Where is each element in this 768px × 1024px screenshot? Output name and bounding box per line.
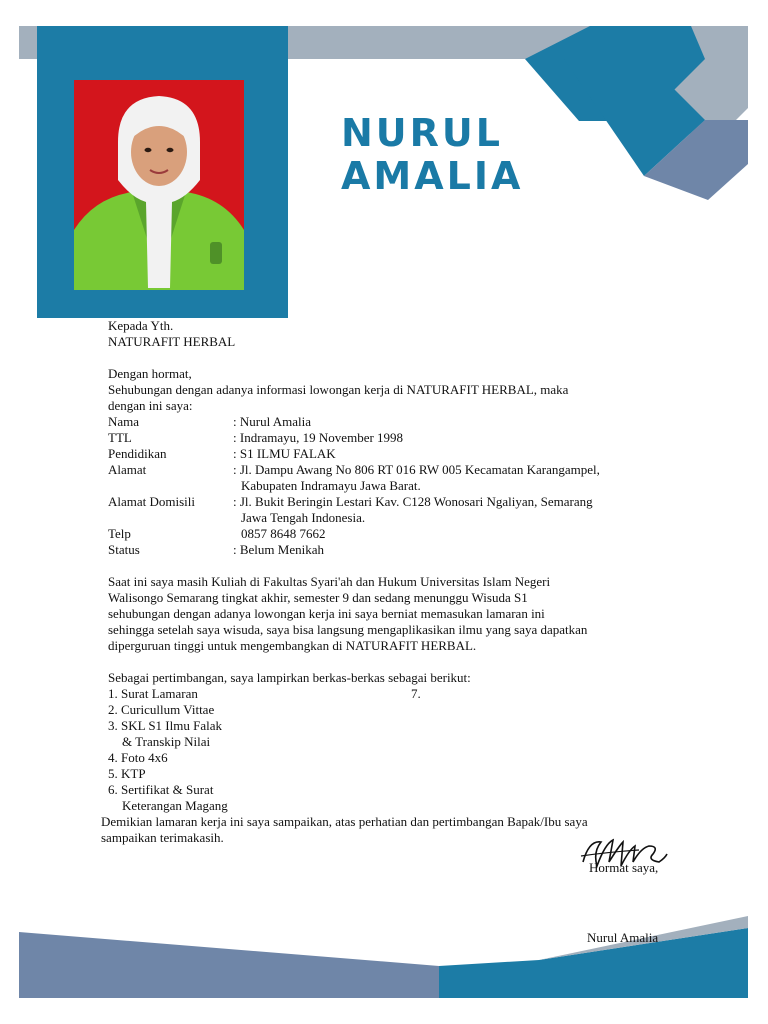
- attachment-item-continued: Keterangan Magang: [122, 798, 228, 813]
- greeting: Dengan hormat,: [108, 366, 192, 381]
- attachment-stray-number: 7.: [411, 686, 421, 701]
- detail-label: Status: [108, 542, 140, 557]
- recipient-line-1: Kepada Yth.: [108, 318, 174, 333]
- recipient-line-2: NATURAFIT HERBAL: [108, 334, 236, 349]
- detail-value: : Belum Menikah: [233, 542, 324, 557]
- intro-line-2: dengan ini saya:: [108, 398, 193, 413]
- closing-line-2: sampaikan terimakasih.: [101, 830, 224, 845]
- attachment-item: 4. Foto 4x6: [108, 750, 168, 765]
- detail-value-continued: Jawa Tengah Indonesia.: [241, 510, 366, 525]
- attachments-intro: Sebagai pertimbangan, saya lampirkan berkas-berkas sebagai berikut:: [108, 670, 471, 685]
- detail-label: Nama: [108, 414, 140, 429]
- detail-label: Alamat Domisili: [108, 494, 196, 509]
- detail-label: TTL: [108, 430, 132, 445]
- name-line-2: AMALIA: [341, 154, 524, 198]
- letter-page: [19, 26, 748, 998]
- attachment-item: 6. Sertifikat & Surat: [108, 782, 214, 797]
- detail-label: Alamat: [108, 462, 147, 477]
- signatory-name: Nurul Amalia: [587, 930, 659, 945]
- closing-line-1: Demikian lamaran kerja ini saya sampaikan, atas perhatian dan pertimbangan Bapak/Ibu saya: [101, 814, 588, 829]
- attachment-item: 3. SKL S1 Ilmu Falak: [108, 718, 222, 733]
- paragraph-line: Saat ini saya masih Kuliah di Fakultas Syari'ah dan Hukum Universitas Islam Negeri: [108, 574, 551, 589]
- detail-value: : S1 ILMU FALAK: [233, 446, 336, 461]
- intro-line-1: Sehubungan dengan adanya informasi lowongan kerja di NATURAFIT HERBAL, maka: [108, 382, 569, 397]
- detail-value: : Nurul Amalia: [233, 414, 311, 429]
- paragraph-line: Walisongo Semarang tingkat akhir, semester 9 dan sedang menunggu Wisuda S1: [108, 590, 528, 605]
- paragraph-line: sehubungan dengan adanya lowongan kerja ini saya berniat memasukan lamaran ini: [108, 606, 545, 621]
- paragraph-line: sehingga setelah saya wisuda, saya bisa langsung mengaplikasikan ilmu yang saya dapatkan: [108, 622, 588, 637]
- profile-photo: [74, 80, 244, 290]
- applicant-name-heading: [341, 112, 523, 198]
- detail-label: Telp: [108, 526, 131, 541]
- detail-value: : Jl. Dampu Awang No 806 RT 016 RW 005 Kecamatan Karangampel,: [233, 462, 600, 477]
- name-line-1: NURUL: [341, 111, 503, 155]
- detail-value-continued: Kabupaten Indramayu Jawa Barat.: [241, 478, 421, 493]
- attachment-item: 1. Surat Lamaran: [108, 686, 198, 701]
- attachment-item: 2. Curicullum Vittae: [108, 702, 215, 717]
- attachment-item-continued: & Transkip Nilai: [122, 734, 211, 749]
- detail-value: : Indramayu, 19 November 1998: [233, 430, 404, 445]
- footer-decoration: [19, 916, 748, 998]
- paragraph-line: diperguruan tinggi untuk mengembangkan di NATURAFIT HERBAL.: [108, 638, 477, 653]
- detail-value: : Jl. Bukit Beringin Lestari Kav. C128 Wonosari Ngaliyan, Semarang: [233, 494, 593, 509]
- signature-closing: Hormat saya,: [589, 860, 659, 875]
- attachment-item: 5. KTP: [108, 766, 146, 781]
- detail-value: 0857 8648 7662: [241, 526, 326, 541]
- detail-label: Pendidikan: [108, 446, 167, 461]
